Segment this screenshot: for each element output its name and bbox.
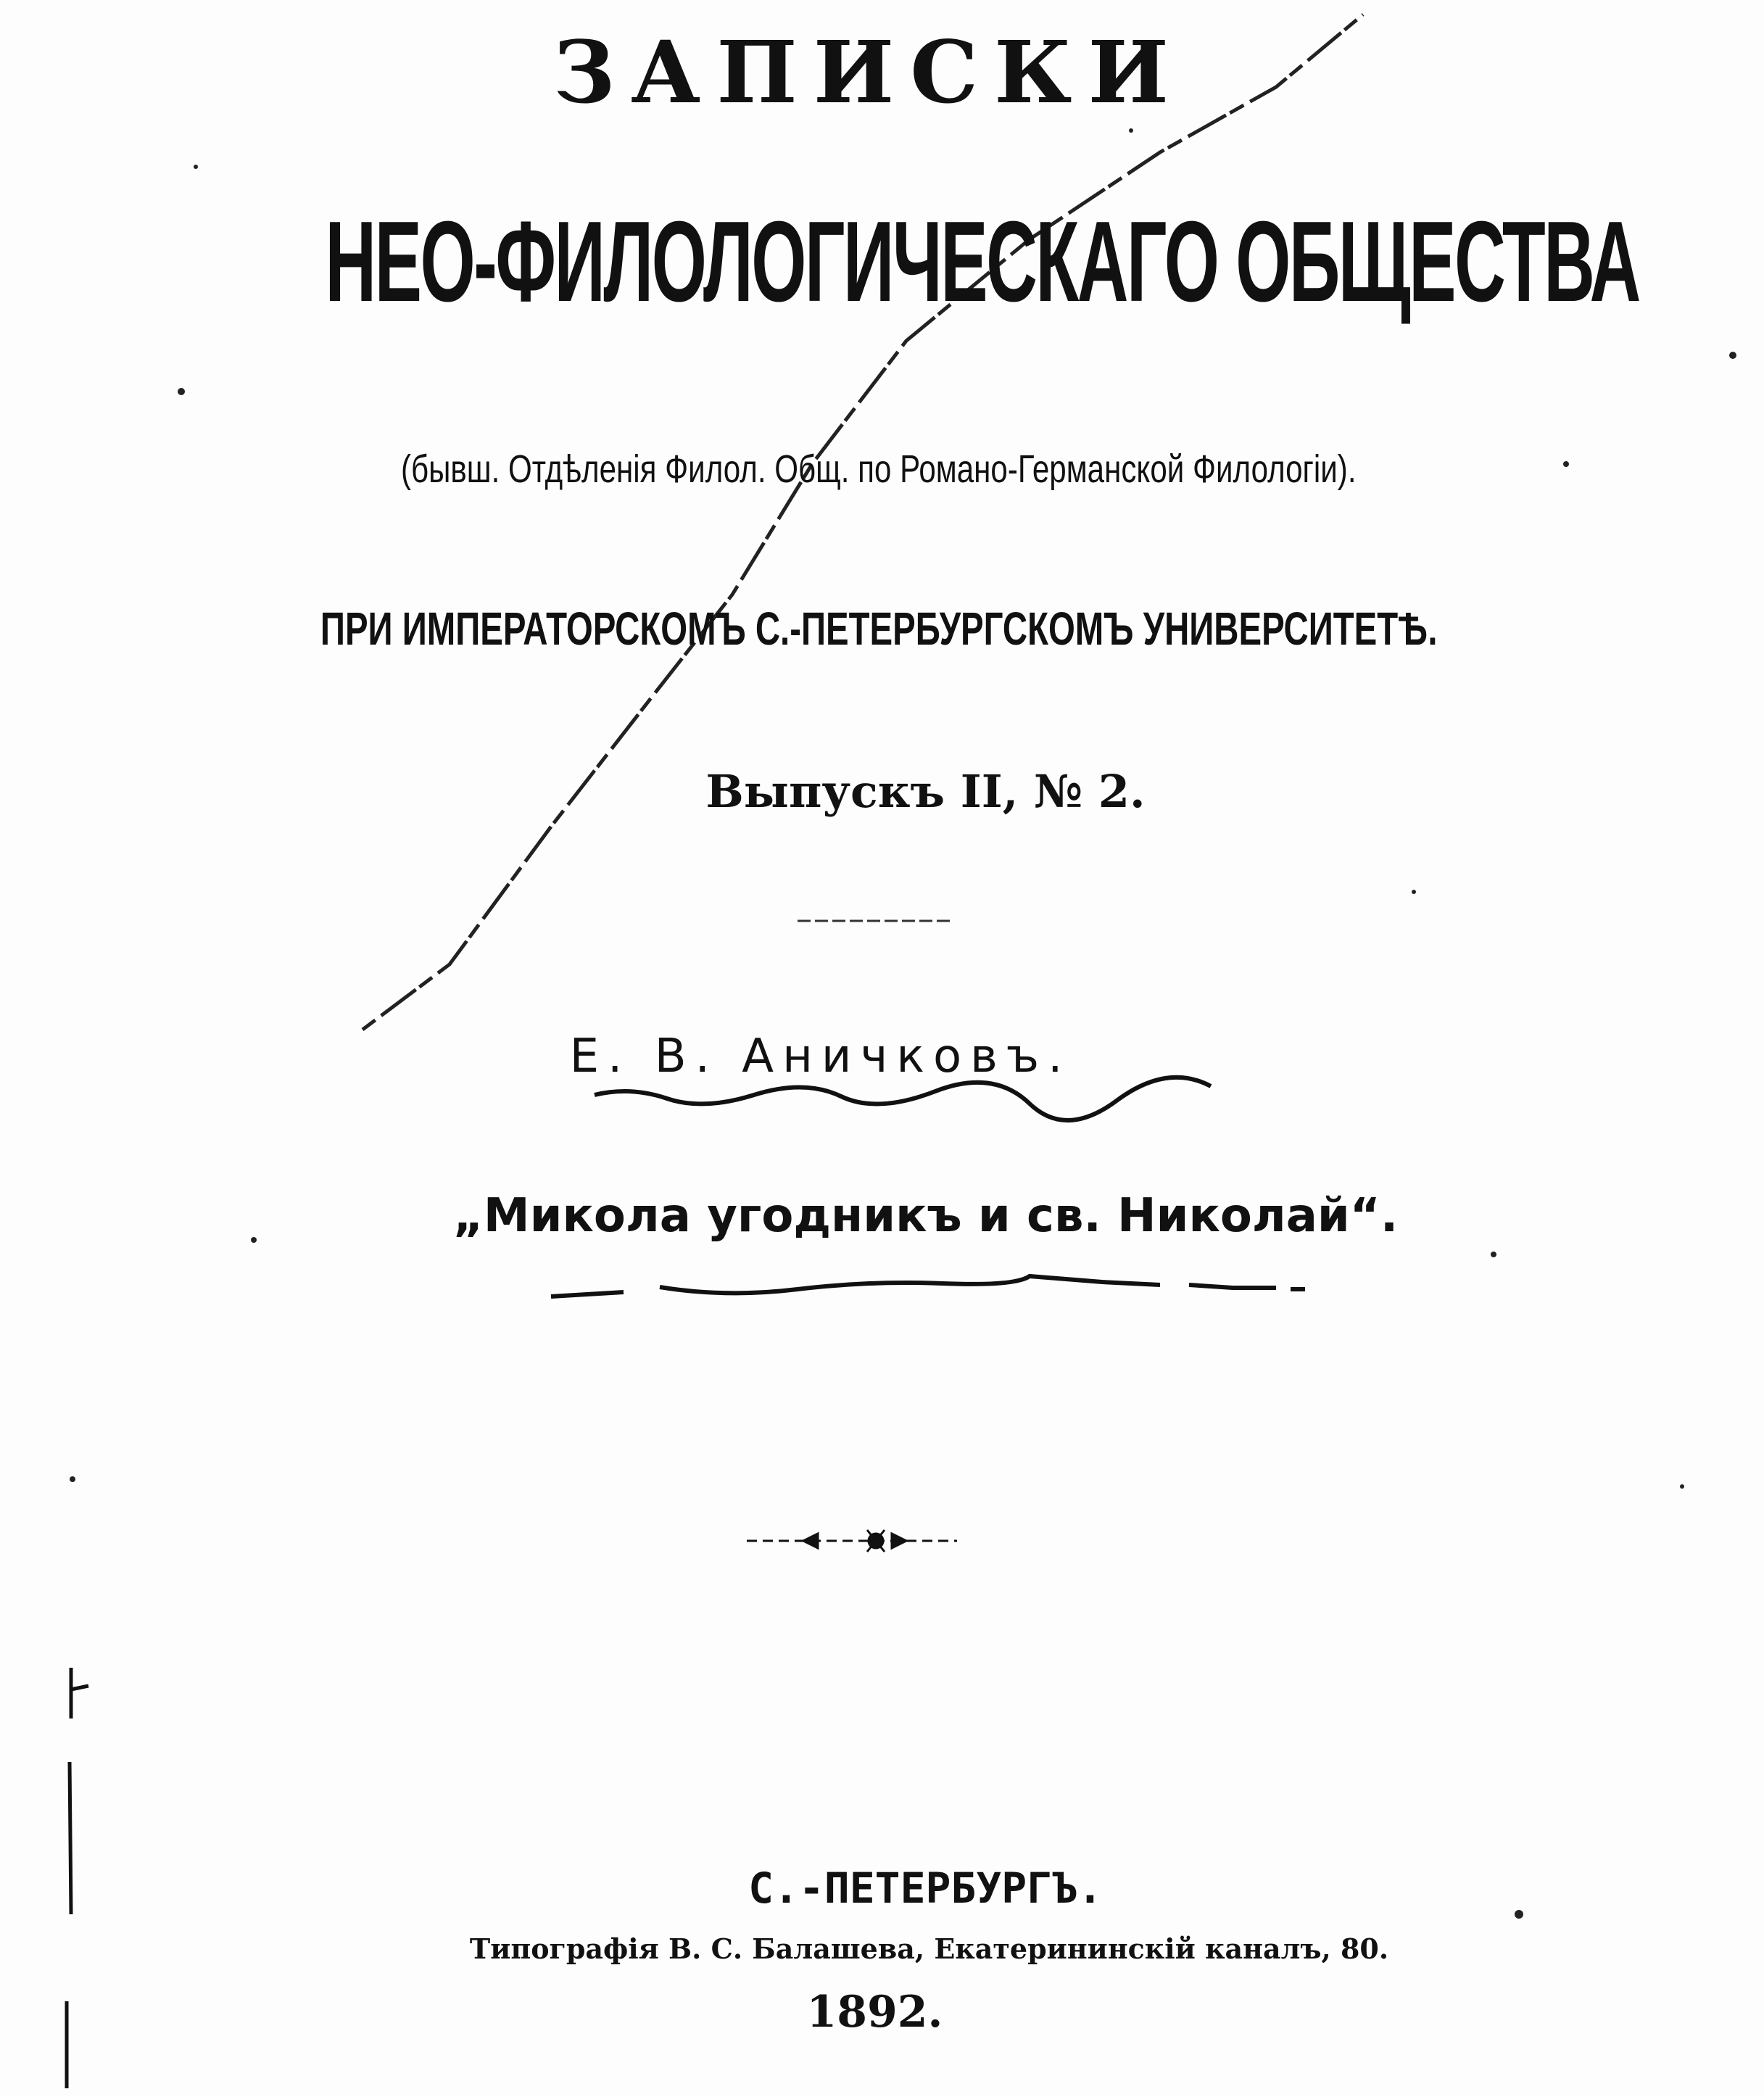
scan-specks <box>70 128 1736 1919</box>
work-title: „Микола угодникъ и св. Николай“. <box>452 1189 1399 1243</box>
university-line: ПРИ ИМПЕРАТОРСКОМЪ С.-ПЕТЕРБУРГСКОМЪ УНИВЕРСИТЕТѢ. <box>320 603 1438 655</box>
journal-heading: ЗАПИСКИ <box>553 22 1185 123</box>
author-underline <box>595 1078 1211 1120</box>
society-name: НЕО-ФИЛОЛОГИЧЕСКАГО ОБЩЕСТВА <box>325 198 1639 326</box>
author-name: Е. В. Аничковъ. <box>569 1030 1072 1083</box>
publication-year: 1892. <box>806 1987 943 2038</box>
issue-number: Выпускъ II, № 2. <box>705 765 1146 818</box>
publication-city: С.-ПЕТЕРБУРГЪ. <box>748 1864 1103 1913</box>
work-title-underline <box>551 1276 1305 1296</box>
former-name-note: (бывш. Отдѣленія Филол. Общ. по Романо-Германской Филологіи). <box>400 447 1357 491</box>
diagonal-pencil-stroke <box>363 15 1363 1030</box>
printer-line: Типографія В. С. Балашева, Екатерининскій каналъ, 80. <box>469 1932 1389 1965</box>
ornament-divider <box>747 1530 957 1552</box>
